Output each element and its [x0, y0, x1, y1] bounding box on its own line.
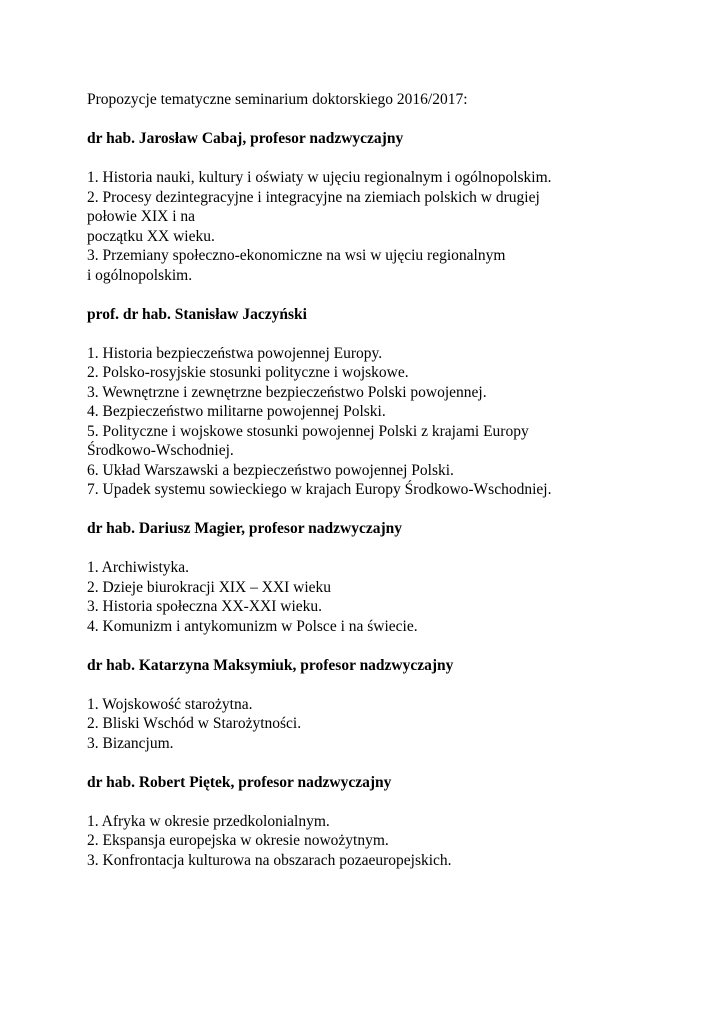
supervisor-heading: dr hab. Jarosław Cabaj, profesor nadzwyczajny — [87, 130, 404, 147]
topic-item — [87, 695, 647, 715]
topic-list — [87, 558, 647, 636]
topic-item — [87, 344, 647, 364]
topic-line: 1. Wojskowość starożytna. — [87, 695, 253, 713]
seminar-section — [87, 129, 647, 285]
topic-item — [87, 246, 647, 285]
topic-item — [87, 617, 647, 637]
topic-line: i ogólnopolskim. — [87, 266, 193, 284]
topic-line: 3. Przemiany społeczno-ekonomiczne na wsi w ujęciu regionalnym — [87, 247, 506, 264]
topic-item — [87, 461, 647, 481]
topic-item — [87, 831, 647, 851]
topic-line: 3. Wewnętrzne i zewnętrzne bezpieczeństwo Polski powojennej. — [87, 383, 487, 401]
topic-line: 2. Dzieje biurokracji XIX – XXI wieku — [87, 578, 332, 596]
seminar-section — [87, 305, 647, 500]
topic-line: 2. Bliski Wschód w Starożytności. — [87, 715, 302, 732]
topic-line: początku XX wieku. — [87, 227, 215, 245]
seminar-section — [87, 773, 647, 871]
topic-line: połowie XIX i na — [87, 208, 196, 225]
topic-item — [87, 422, 647, 461]
topic-line: 4. Bezpieczeństwo militarne powojennej Polski. — [87, 403, 386, 420]
supervisor-heading: dr hab. Robert Piętek, profesor nadzwyczajny — [87, 773, 392, 791]
topic-line: 2. Ekspansja europejska w okresie nowożytnym. — [87, 832, 389, 849]
supervisor-heading: dr hab. Dariusz Magier, profesor nadzwyczajny — [87, 520, 403, 537]
topic-item — [87, 558, 647, 578]
topic-line: 3. Historia społeczna XX-XXI wieku. — [87, 598, 323, 615]
supervisor-heading: dr hab. Katarzyna Maksymiuk, profesor nadzwyczajny — [87, 656, 454, 674]
topic-item — [87, 188, 647, 247]
seminar-section — [87, 656, 647, 754]
topic-line: 6. Układ Warszawski a bezpieczeństwo powojennej Polski. — [87, 461, 454, 479]
topic-item — [87, 480, 647, 500]
topic-item — [87, 714, 647, 734]
topic-item — [87, 597, 647, 617]
topic-list — [87, 812, 647, 871]
document-title: Propozycje tematyczne seminarium doktorskiego 2016/2017: — [87, 91, 468, 108]
topic-line: 2. Polsko-rosyjskie stosunki polityczne i wojskowe. — [87, 364, 409, 381]
sections-container — [87, 129, 647, 870]
seminar-section — [87, 519, 647, 636]
topic-line: 1. Historia nauki, kultury i oświaty w ujęciu regionalnym i ogólnopolskim. — [87, 169, 552, 186]
topic-line: 5. Polityczne i wojskowe stosunki powojennej Polski z krajami Europy — [87, 422, 529, 440]
topic-item — [87, 734, 647, 754]
topic-list — [87, 695, 647, 754]
topic-list — [87, 168, 647, 285]
topic-item — [87, 168, 647, 188]
topic-line: 3. Bizancjum. — [87, 734, 174, 752]
topic-item — [87, 851, 647, 871]
supervisor-heading: prof. dr hab. Stanisław Jaczyński — [87, 305, 307, 323]
topic-line: 3. Konfrontacja kulturowa na obszarach pozaeuropejskich. — [87, 851, 452, 869]
topic-item — [87, 383, 647, 403]
topic-line: 2. Procesy dezintegracyjne i integracyjne na ziemiach polskich w drugiej — [87, 188, 540, 206]
topic-line: 1. Archiwistyka. — [87, 559, 190, 576]
topic-line: 1. Historia bezpieczeństwa powojennej Europy. — [87, 344, 383, 362]
topic-item — [87, 402, 647, 422]
topic-line: 7. Upadek systemu sowieckiego w krajach Europy Środkowo-Wschodniej. — [87, 481, 552, 498]
topic-line: Środkowo-Wschodniej. — [87, 442, 234, 459]
topic-line: 4. Komunizm i antykomunizm w Polsce i na świecie. — [87, 617, 418, 635]
topic-item — [87, 812, 647, 832]
document-page — [87, 90, 647, 890]
topic-item — [87, 363, 647, 383]
topic-item — [87, 578, 647, 598]
topic-line: 1. Afryka w okresie przedkolonialnym. — [87, 812, 330, 830]
topic-list — [87, 344, 647, 500]
